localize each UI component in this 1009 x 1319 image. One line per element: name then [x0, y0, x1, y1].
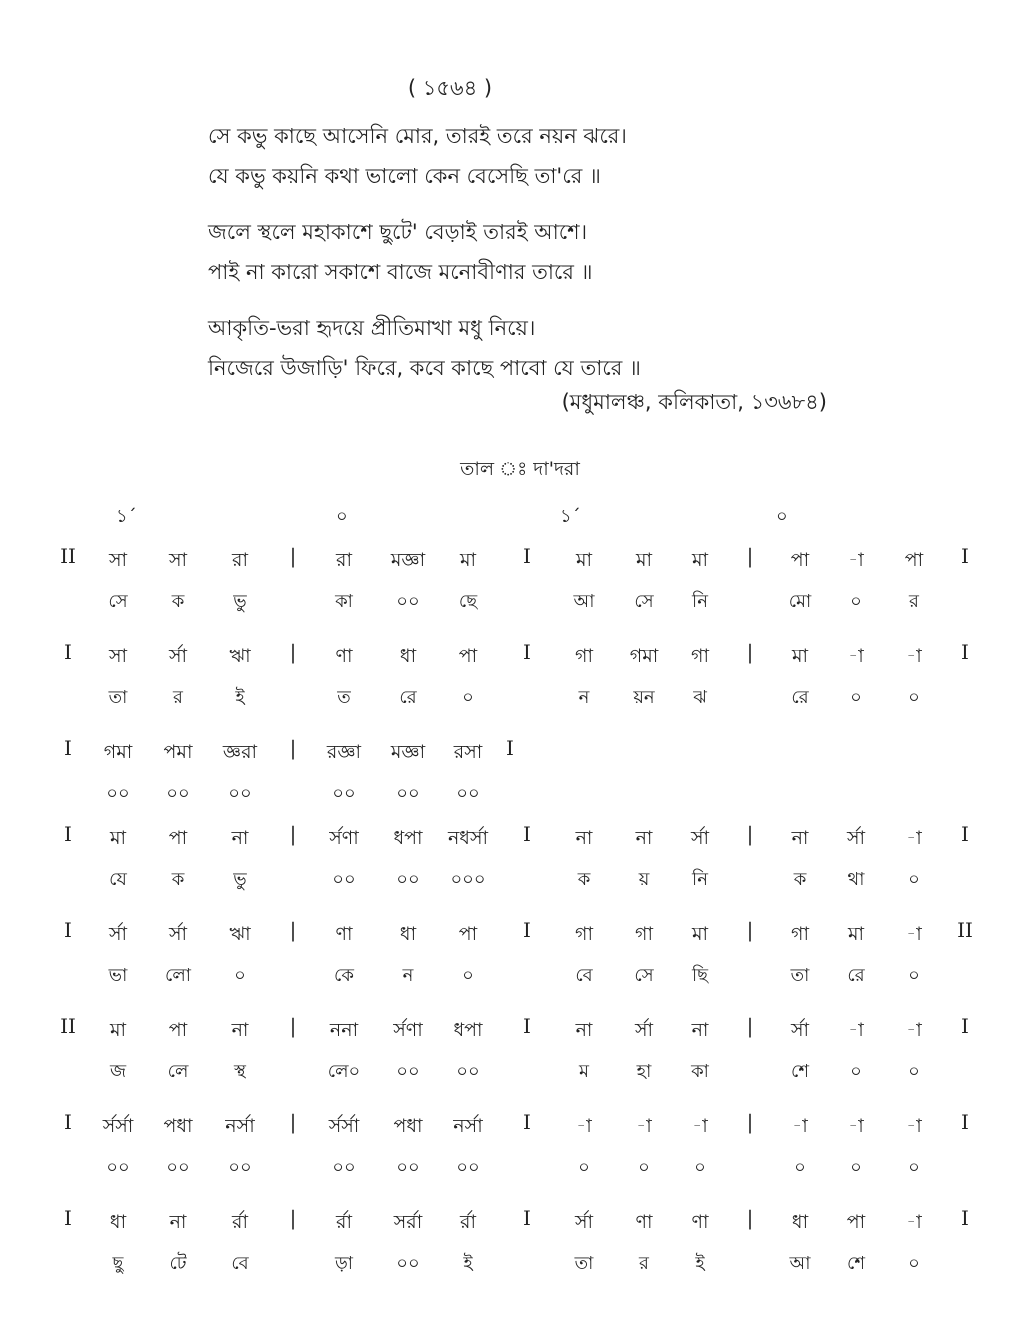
- lyric-syllable: ০: [908, 965, 920, 986]
- swara-note: ননা: [329, 1019, 359, 1041]
- bar-line: |: [746, 1014, 754, 1038]
- lyric-syllable: শে: [847, 1253, 865, 1274]
- swara-note: -া: [848, 549, 864, 571]
- bar-line: I: [961, 1110, 969, 1134]
- swara-note: গা: [575, 645, 593, 667]
- lyric-syllable: র: [909, 591, 919, 612]
- swara-note: পমা: [163, 741, 193, 763]
- bar-line: |: [746, 918, 754, 942]
- swara-note: -া: [792, 1115, 808, 1137]
- swara-note: গমা: [629, 645, 659, 667]
- swara-note: -া: [906, 1115, 922, 1137]
- lyric-syllable: ০০: [166, 783, 190, 804]
- lyric-syllable: ম: [579, 1061, 589, 1082]
- lyric-syllable: র: [173, 687, 183, 708]
- lyric-syllable: টে: [169, 1253, 187, 1274]
- verse-line: জলে স্থলে মহাকাশে ছুটে' বেড়াই তারই আশে।: [208, 220, 588, 244]
- swara-note: মা: [847, 923, 865, 945]
- bar-line: II: [60, 1014, 76, 1038]
- swara-note: না: [575, 1019, 593, 1041]
- swara-note: -া: [848, 645, 864, 667]
- lyric-syllable: সে: [108, 591, 128, 612]
- swara-note: ধা: [791, 1211, 809, 1233]
- lyric-syllable: তা: [790, 965, 810, 986]
- lyric-syllable: ই: [695, 1253, 705, 1274]
- swara-note: -া: [906, 645, 922, 667]
- lyric-syllable: ০: [638, 1157, 650, 1178]
- lyric-syllable: ০: [908, 1253, 920, 1274]
- swara-note: মজ্ঞা: [390, 741, 426, 763]
- lyric-syllable: ড়া: [334, 1253, 354, 1274]
- bar-line: |: [289, 640, 297, 664]
- verse-line: নিজেরে উজাড়ি' ফিরে, কবে কাছে পাবো যে তারে ॥: [208, 356, 641, 380]
- swara-note: মজ্ঞা: [390, 549, 426, 571]
- bar-line: I: [64, 736, 72, 760]
- swara-note: র্রা: [232, 1211, 248, 1233]
- bar-line: |: [746, 1206, 754, 1230]
- lyric-syllable: ০: [850, 1061, 862, 1082]
- lyric-syllable: ছে: [458, 591, 478, 612]
- stanza-3: [208, 308, 641, 388]
- notation-row: [0, 1106, 1009, 1202]
- lyric-syllable: ভা: [108, 965, 128, 986]
- swara-note: রা: [336, 549, 352, 571]
- source-citation: (মধুমালঞ্চ, কলিকাতা, ১৩৬৮৪): [561, 390, 827, 414]
- swara-note: পা: [846, 1211, 866, 1233]
- lyric-syllable: ০০: [166, 1157, 190, 1178]
- bar-line: I: [523, 1206, 531, 1230]
- verse-line: সে কভু কাছে আসেনি মোর, তারই তরে নয়ন ঝরে।: [208, 124, 627, 148]
- lyric-syllable: নি: [692, 869, 708, 890]
- lyric-syllable: ক: [171, 869, 185, 890]
- lyric-syllable: তা: [574, 1253, 594, 1274]
- swara-note: ধা: [399, 923, 417, 945]
- lyric-syllable: ০: [908, 1157, 920, 1178]
- bar-line: I: [64, 918, 72, 942]
- swara-note: পা: [458, 923, 478, 945]
- swara-note: ধপা: [453, 1019, 483, 1041]
- lyric-syllable: সে: [634, 965, 654, 986]
- swara-note: সর্রা: [393, 1211, 423, 1233]
- lyric-syllable: ০০: [332, 783, 356, 804]
- verse-line: পাই না কারো সকাশে বাজে মনোবীণার তারে ॥: [208, 260, 593, 284]
- lyric-syllable: ছি: [691, 965, 709, 986]
- swara-note: মা: [691, 549, 709, 571]
- swara-note: মা: [459, 549, 477, 571]
- swara-note: রজ্ঞা: [326, 741, 362, 763]
- swara-note: না: [169, 1211, 187, 1233]
- swara-note: ধা: [109, 1211, 127, 1233]
- swara-note: পধা: [163, 1115, 193, 1137]
- lyric-syllable: ০০০: [450, 869, 486, 890]
- bar-line: I: [523, 640, 531, 664]
- bar-line: |: [289, 736, 297, 760]
- lyric-syllable: ঝ: [693, 687, 707, 708]
- swara-note: গা: [575, 923, 593, 945]
- bar-line: I: [64, 1206, 72, 1230]
- lyric-syllable: ০: [908, 687, 920, 708]
- bar-line: |: [289, 1110, 297, 1134]
- lyric-syllable: নি: [692, 591, 708, 612]
- lyric-syllable: ০: [694, 1157, 706, 1178]
- lyric-syllable: ০০: [396, 1253, 420, 1274]
- swara-note: মা: [109, 1019, 127, 1041]
- lyric-syllable: ই: [463, 1253, 473, 1274]
- bar-line: I: [523, 1110, 531, 1134]
- beat-mark: ১´: [560, 506, 581, 527]
- lyric-syllable: ০০: [396, 1061, 420, 1082]
- bar-line: |: [746, 1110, 754, 1134]
- swara-note: ণা: [691, 1211, 709, 1233]
- lyric-syllable: ক: [171, 591, 185, 612]
- bar-line: I: [523, 1014, 531, 1038]
- swara-note: র্সর্সা: [102, 1115, 134, 1137]
- verse-line: যে কভু কয়নি কথা ভালো কেন বেসেছি তা'রে ॥: [208, 164, 601, 188]
- lyric-syllable: ০০: [396, 591, 420, 612]
- swara-note: র্সর্সা: [328, 1115, 360, 1137]
- swara-note: ণা: [335, 923, 353, 945]
- lyric-syllable: ০০: [396, 869, 420, 890]
- swara-note: র্সণা: [393, 1019, 423, 1041]
- lyric-syllable: য়: [638, 869, 650, 890]
- swara-note: -া: [906, 1019, 922, 1041]
- stanza-2: [208, 212, 641, 292]
- bar-line: I: [64, 1110, 72, 1134]
- bar-line: I: [961, 822, 969, 846]
- swara-note: রা: [232, 549, 248, 571]
- bar-line: |: [289, 822, 297, 846]
- bar-line: II: [60, 544, 76, 568]
- lyric-syllable: ০: [462, 965, 474, 986]
- beat-mark: ১´: [116, 506, 137, 527]
- lyric-syllable: রে: [791, 687, 809, 708]
- lyric-syllable: ০: [850, 1157, 862, 1178]
- bar-line: |: [746, 640, 754, 664]
- lyric-syllable: তা: [108, 687, 128, 708]
- song-verses: [208, 116, 641, 404]
- lyric-syllable: ০০: [456, 783, 480, 804]
- lyric-syllable: লে: [167, 1061, 189, 1082]
- lyric-syllable: ০: [850, 591, 862, 612]
- swara-note: ণা: [335, 645, 353, 667]
- lyric-syllable: ০: [850, 687, 862, 708]
- lyric-syllable: ০০: [456, 1061, 480, 1082]
- swaralipi-notation: [0, 540, 1009, 1298]
- beat-mark: ০: [336, 506, 348, 527]
- bar-line: |: [746, 544, 754, 568]
- swara-note: সা: [108, 549, 128, 571]
- lyric-syllable: ০০: [332, 869, 356, 890]
- lyric-syllable: থা: [847, 869, 865, 890]
- lyric-syllable: ০০: [106, 1157, 130, 1178]
- swara-note: র্সা: [690, 827, 710, 849]
- swara-note: -া: [906, 923, 922, 945]
- swara-note: মা: [691, 923, 709, 945]
- lyric-syllable: কা: [691, 1061, 709, 1082]
- swara-note: র্সা: [108, 923, 128, 945]
- notation-row: [0, 914, 1009, 1010]
- swara-note: না: [231, 1019, 249, 1041]
- swara-note: মা: [109, 827, 127, 849]
- lyric-syllable: ক: [793, 869, 807, 890]
- swara-note: গা: [691, 645, 709, 667]
- swara-note: -া: [906, 1211, 922, 1233]
- bar-line: I: [523, 918, 531, 942]
- swara-note: পা: [168, 1019, 188, 1041]
- lyric-syllable: আ: [789, 1253, 811, 1274]
- notation-row: [0, 1202, 1009, 1298]
- lyric-syllable: বে: [231, 1253, 249, 1274]
- swara-note: গা: [791, 923, 809, 945]
- swara-note: র্সা: [168, 645, 188, 667]
- lyric-syllable: ০০: [228, 1157, 252, 1178]
- bar-line: I: [523, 544, 531, 568]
- lyric-syllable: ০০: [332, 1157, 356, 1178]
- notation-row: [0, 818, 1009, 914]
- swara-note: না: [791, 827, 809, 849]
- swara-note: ধা: [399, 645, 417, 667]
- lyric-syllable: সে: [634, 591, 654, 612]
- swara-note: র্সা: [168, 923, 188, 945]
- swara-note: না: [575, 827, 593, 849]
- bar-line: I: [961, 544, 969, 568]
- lyric-syllable: ভু: [233, 591, 247, 612]
- bar-line: I: [961, 640, 969, 664]
- swara-note: -া: [906, 827, 922, 849]
- lyric-syllable: ০: [462, 687, 474, 708]
- lyric-syllable: ০: [908, 869, 920, 890]
- lyric-syllable: ০: [908, 1061, 920, 1082]
- lyric-syllable: রে: [847, 965, 865, 986]
- taal-heading: তাল ঃ দা'দরা: [460, 458, 580, 480]
- lyric-syllable: ০: [578, 1157, 590, 1178]
- swara-note: -া: [848, 1019, 864, 1041]
- swara-note: গা: [635, 923, 653, 945]
- bar-line: I: [961, 1206, 969, 1230]
- lyric-syllable: লে০: [327, 1061, 361, 1082]
- swara-note: -া: [692, 1115, 708, 1137]
- notation-row: [0, 540, 1009, 636]
- swara-note: নর্সা: [453, 1115, 483, 1137]
- bar-line: I: [506, 736, 514, 760]
- lyric-syllable: ন: [578, 687, 590, 708]
- beat-mark: ০: [776, 506, 788, 527]
- swara-note: র্সা: [574, 1211, 594, 1233]
- swara-note: পধা: [393, 1115, 423, 1137]
- swara-note: র্সা: [790, 1019, 810, 1041]
- bar-line: I: [523, 822, 531, 846]
- notation-row: [0, 636, 1009, 732]
- bar-line: I: [961, 1014, 969, 1038]
- swara-note: র্সা: [634, 1019, 654, 1041]
- lyric-syllable: শে: [791, 1061, 809, 1082]
- lyric-syllable: ভু: [233, 869, 247, 890]
- lyric-syllable: যে: [109, 869, 127, 890]
- lyric-syllable: ০: [794, 1157, 806, 1178]
- stanza-1: [208, 116, 641, 196]
- swara-note: না: [691, 1019, 709, 1041]
- swara-note: রসা: [453, 741, 483, 763]
- swara-note: পা: [904, 549, 924, 571]
- lyric-syllable: হা: [636, 1061, 652, 1082]
- swara-note: র্রা: [460, 1211, 476, 1233]
- lyric-syllable: রে: [399, 687, 417, 708]
- swara-note: পা: [458, 645, 478, 667]
- lyric-syllable: কে: [334, 965, 354, 986]
- swara-note: পা: [790, 549, 810, 571]
- notation-row: [0, 1010, 1009, 1106]
- swara-note: মা: [635, 549, 653, 571]
- bar-line: I: [64, 822, 72, 846]
- swara-note: ঋা: [229, 645, 251, 667]
- lyric-syllable: ০: [234, 965, 246, 986]
- bar-line: |: [289, 918, 297, 942]
- swara-note: ণা: [635, 1211, 653, 1233]
- lyric-syllable: ছু: [112, 1253, 124, 1274]
- lyric-syllable: আ: [573, 591, 595, 612]
- swara-note: -া: [576, 1115, 592, 1137]
- swara-note: নধর্সা: [447, 827, 489, 849]
- swara-note: জ্ঞরা: [222, 741, 258, 763]
- swara-note: ধপা: [393, 827, 423, 849]
- lyric-syllable: বে: [575, 965, 593, 986]
- lyric-syllable: ০০: [456, 1157, 480, 1178]
- bar-line: |: [746, 822, 754, 846]
- verse-line: আকৃতি-ভরা হৃদয়ে প্রীতিমাখা মধু নিয়ে।: [208, 316, 536, 340]
- swara-note: -া: [636, 1115, 652, 1137]
- swara-note: র্রা: [336, 1211, 352, 1233]
- lyric-syllable: কা: [335, 591, 353, 612]
- lyric-syllable: ত: [337, 687, 351, 708]
- swara-note: -া: [848, 1115, 864, 1137]
- lyric-syllable: ০০: [106, 783, 130, 804]
- swara-note: সা: [108, 645, 128, 667]
- swara-note: মা: [791, 645, 809, 667]
- swara-note: মা: [575, 549, 593, 571]
- swara-note: নর্সা: [225, 1115, 255, 1137]
- swara-note: পা: [168, 827, 188, 849]
- lyric-syllable: র: [639, 1253, 649, 1274]
- swara-note: না: [635, 827, 653, 849]
- lyric-syllable: ০০: [396, 1157, 420, 1178]
- bar-line: |: [289, 544, 297, 568]
- swara-note: সা: [168, 549, 188, 571]
- swara-note: ঋা: [229, 923, 251, 945]
- lyric-syllable: ক: [577, 869, 591, 890]
- lyric-syllable: য়ন: [633, 687, 655, 708]
- swara-note: গমা: [103, 741, 133, 763]
- bar-line: I: [64, 640, 72, 664]
- lyric-syllable: ন: [402, 965, 414, 986]
- swara-note: র্সণা: [329, 827, 359, 849]
- bar-line: |: [289, 1014, 297, 1038]
- lyric-syllable: মো: [788, 591, 812, 612]
- lyric-syllable: ০০: [228, 783, 252, 804]
- swara-note: র্সা: [846, 827, 866, 849]
- lyric-syllable: ই: [235, 687, 245, 708]
- page-number: ( ১৫৬৪ ): [407, 76, 493, 100]
- notation-row: [0, 732, 1009, 818]
- bar-line: |: [289, 1206, 297, 1230]
- lyric-syllable: ০০: [396, 783, 420, 804]
- bar-line: II: [957, 918, 973, 942]
- lyric-syllable: স্থ: [234, 1061, 246, 1082]
- lyric-syllable: লো: [165, 965, 191, 986]
- swara-note: না: [231, 827, 249, 849]
- lyric-syllable: জ: [109, 1061, 127, 1082]
- beat-marks: [0, 502, 1009, 530]
